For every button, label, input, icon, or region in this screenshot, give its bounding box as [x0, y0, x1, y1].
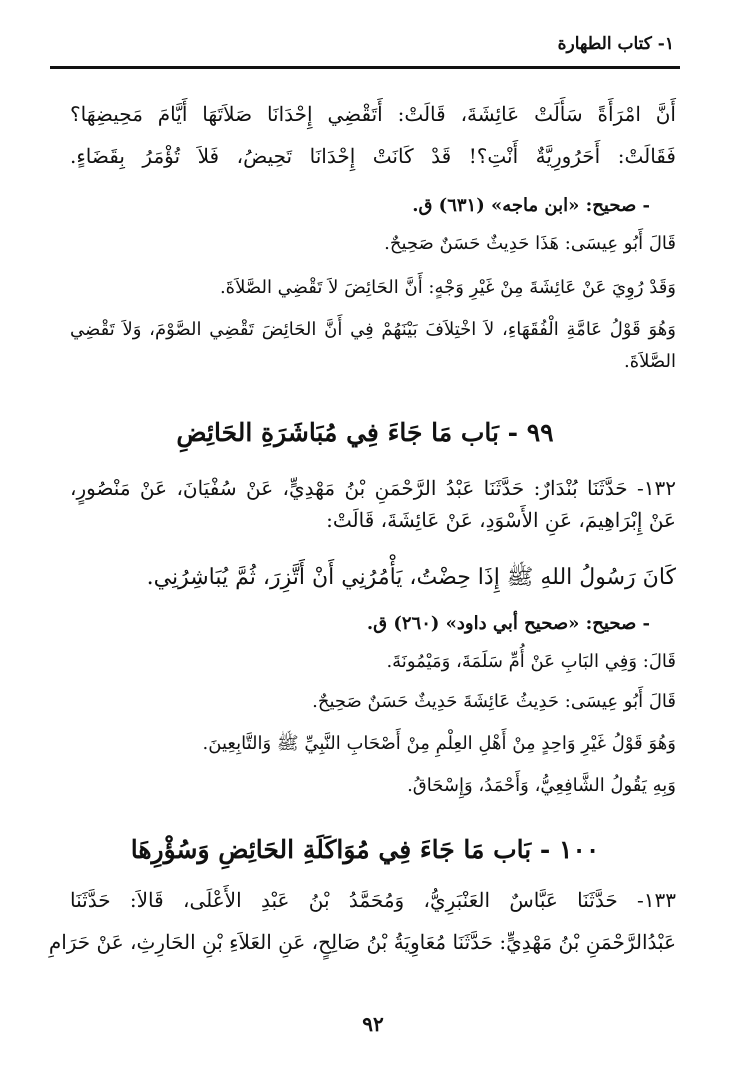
text-line: وَهُوَ قَوْلُ عَامَّةِ الْفُقَهَاءِ، لاَ اخْتِلاَفَ بَيْنَهُمْ فِي أَنَّ الحَائِضَ تَقْضِي الصَّوْمَ، وَلاَ تَقْضِي [70, 319, 676, 340]
text-line: وَقَدْ رُوِيَ عَنْ عَائِشَةَ مِنْ غَيْرِ وَجْهٍ: أَنَّ الحَائِضَ لاَ تَقْضِي الصَّلاَةَ. [219, 277, 676, 298]
text-line: الصَّلاَةَ. [624, 351, 676, 372]
text-line: قَالَ أَبُو عِيسَى: حَدِيثُ عَائِشَةَ حَدِيثٌ حَسَنٌ صَحِيحٌ. [312, 691, 676, 712]
text-line: وَهُوَ قَوْلُ غَيْرِ وَاحِدٍ مِنْ أَهْلِ العِلْمِ مِنْ أَصْحَابِ النَّبِيِّ ﷺ وَالتَّابِعِينَ. [202, 733, 676, 754]
grading-note: - صحيح: «صحيح أبي داود» (٢٦٠) ق. [366, 613, 650, 634]
text-line: وَبِهِ يَقُولُ الشَّافِعِيُّ، وَأَحْمَدُ، وَإِسْحَاقُ. [407, 775, 676, 796]
text-line: قَالَ: وَفِي البَابِ عَنْ أُمِّ سَلَمَةَ، وَمَيْمُونَةَ. [386, 651, 676, 672]
chapter-heading: ١٠٠ - بَاب مَا جَاءَ فِي مُوَاكَلَةِ الحَائِضِ وَسُؤْرِهَا [130, 835, 600, 864]
hadith-matn: كَانَ رَسُولُ اللهِ ﷺ إِذَا حِضْتُ، يَأْمُرُنِي أَنْ أَتَّزِرَ، ثُمَّ يُبَاشِرُنِي. [146, 565, 676, 590]
grading-note: - صحيح: «ابن ماجه» (٦٣١) ق. [412, 195, 650, 216]
text-line: عَبْدُالرَّحْمَنِ بْنُ مَهْدِيٍّ: حَدَّثَنَا مُعَاوِيَةُ بْنُ صَالِحٍ، عَنِ العَلاَءِ بْنِ الحَارِثِ، عَنْ حَرَامِ [48, 930, 676, 954]
text-line: أَنَّ امْرَأَةً سَأَلَتْ عَائِشَةَ، قَالَتْ: أَتَقْضِي إِحْدَانَا صَلاَتَهَا أَيَّامَ مَحِيضِهَا؟ [70, 102, 676, 126]
header-rule [50, 66, 680, 69]
text-line: ١٣٢- حَدَّثَنَا بُنْدَارٌ: حَدَّثَنَا عَبْدُ الرَّحْمَنِ بْنُ مَهْدِيٍّ، عَنْ سُفْيَانَ، عَنْ مَنْصُورٍ، [70, 476, 676, 500]
text-line: قَالَ أَبُو عِيسَى: هَذَا حَدِيثٌ حَسَنٌ صَحِيحٌ. [384, 233, 676, 254]
chapter-heading: ٩٩ - بَاب مَا جَاءَ فِي مُبَاشَرَةِ الحَائِضِ [176, 418, 554, 447]
page-number: ٩٢ [362, 1012, 384, 1036]
text-line: عَنْ إِبْرَاهِيمَ، عَنِ الأَسْوَدِ، عَنْ عَائِشَةَ، قَالَتْ: [326, 508, 676, 532]
text-line: فَقَالَتْ: أَحَرُورِيَّةٌ أَنْتِ؟! قَدْ كَانَتْ إِحْدَانَا تَحِيضُ، فَلاَ تُؤْمَرُ بِقَضَاءٍ. [70, 144, 676, 168]
text-line: ١٣٣- حَدَّثَنَا عَبَّاسٌ العَنْبَرِيُّ، وَمُحَمَّدُ بْنُ عَبْدِ الأَعْلَى، قَالاَ: حَدَّثَنَا [70, 888, 676, 912]
running-header: ١- كتاب الطهارة [557, 34, 674, 54]
